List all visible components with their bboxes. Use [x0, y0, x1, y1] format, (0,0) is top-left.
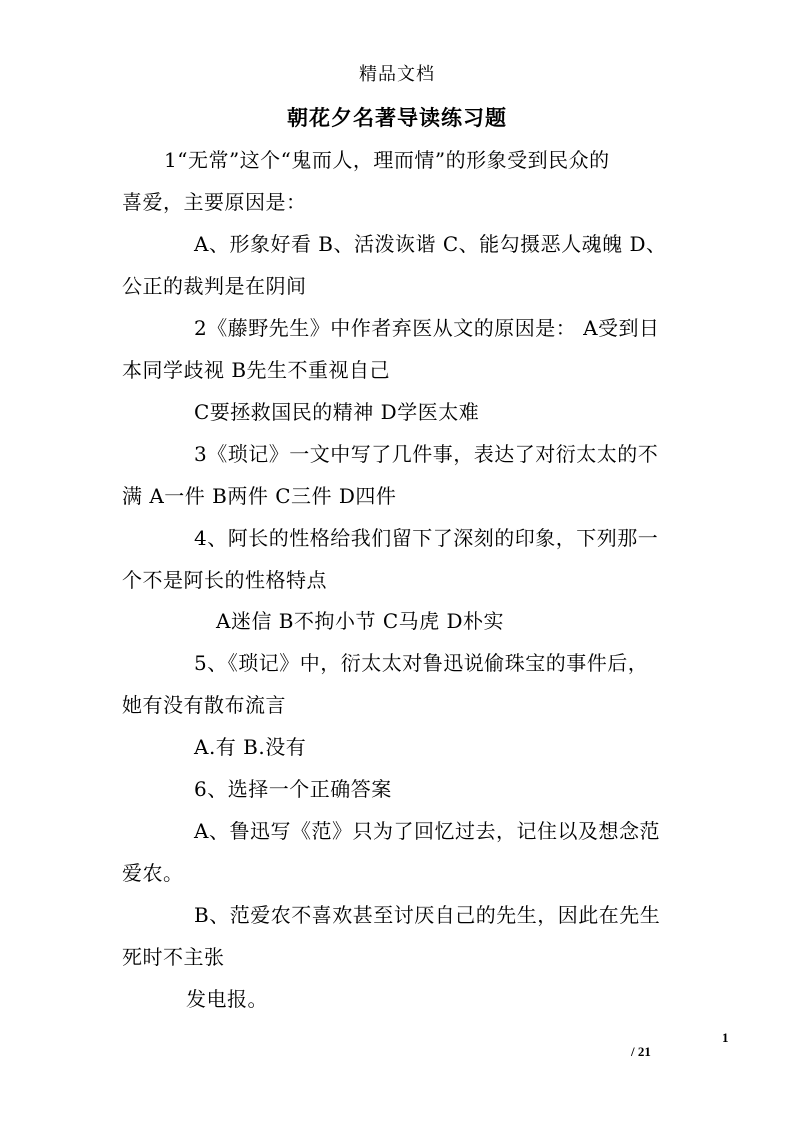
q4-line-2: 个不是阿长的性格特点: [122, 568, 327, 592]
q6-option-a-line-2: 爱农。: [122, 861, 184, 885]
q2-line-1: 2《藤野先生》中作者弃医从文的原因是： A受到日: [194, 316, 660, 340]
q2-line-2: 本同学歧视 B先生不重视自己: [122, 358, 391, 382]
q6-option-b-line-2: 死时不主张: [122, 945, 225, 969]
q3-line-2: 满 A一件 B两件 C三件 D四件: [122, 484, 397, 508]
page-of-total: / 21: [631, 1044, 651, 1059]
q6-option-b-line-1: B、范爱农不喜欢甚至讨厌自己的先生，因此在先生: [194, 903, 661, 927]
q1-line-2: 喜爱，主要原因是：: [122, 190, 307, 214]
q6-option-a-line-1: A、鲁迅写《范》只为了回忆过去，记住以及想念范: [194, 819, 660, 843]
q1-options-line-1: A、形象好看 B、活泼诙谐 C、能勾摄恶人魂魄 D、: [194, 232, 667, 256]
q4-options-line: A迷信 B不拘小节 C马虎 D朴实: [216, 609, 505, 633]
q5-line-2: 她有没有散布流言: [122, 693, 286, 717]
q3-line-1: 3《琐记》一文中写了几件事，表达了对衍太太的不: [194, 442, 659, 466]
q5-line-1: 5、《琐记》中，衍太太对鲁迅说偷珠宝的事件后，: [194, 651, 649, 675]
document-title: 朝花夕名著导读练习题: [287, 105, 507, 130]
q6-line: 6、选择一个正确答案: [194, 777, 392, 801]
document-header: 精品文档: [359, 64, 435, 85]
q1-line-1: 1“无常”这个“鬼而人，理而情”的形象受到民众的: [164, 148, 610, 172]
q1-options-line-2: 公正的裁判是在阴间: [122, 274, 307, 298]
q6-option-b-line-3: 发电报。: [186, 987, 268, 1011]
page-number: 1: [722, 1030, 729, 1045]
q4-line-1: 4、阿长的性格给我们留下了深刻的印象，下列那一: [194, 526, 659, 550]
q5-options-line: A.有 B.没有: [194, 735, 307, 759]
q2-options-line: C要拯救国民的精神 D学医太难: [194, 400, 480, 424]
